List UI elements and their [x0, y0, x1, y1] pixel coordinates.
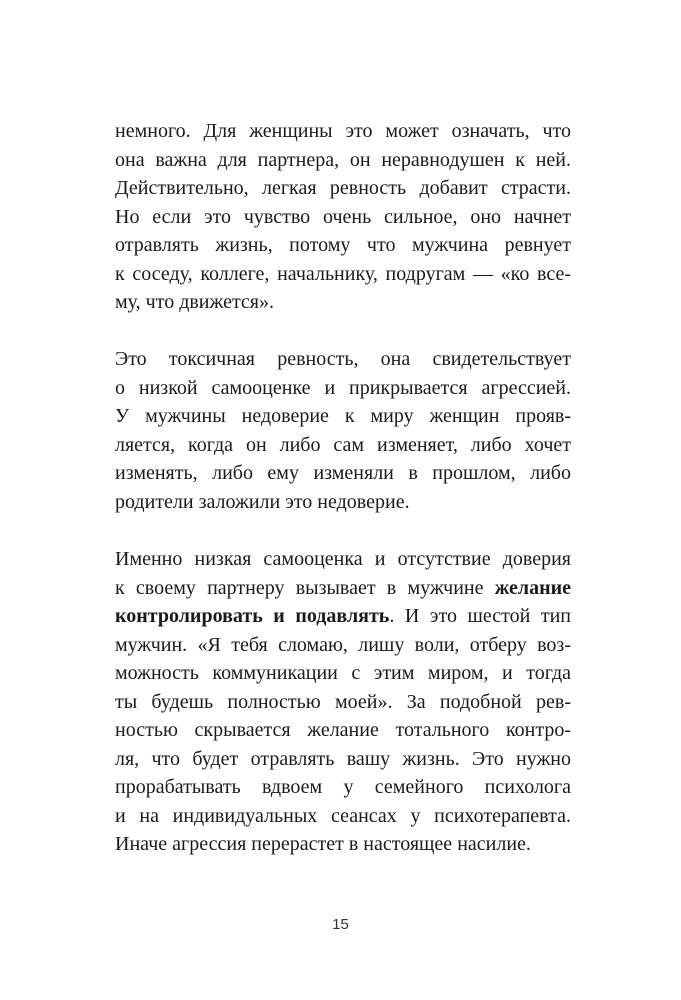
text-line: ты будешь полностью моей». За подобной рев-: [115, 690, 571, 713]
text-line: изменять, либо ему изменяли в прошлом, либо: [115, 462, 571, 484]
text-line: Но если это чувство очень сильное, оно начнет: [115, 205, 571, 228]
text-line: прорабатывать вдвоем у семейного психолога: [115, 776, 571, 798]
text-line: можность коммуникации с этим миром, и тогда: [115, 662, 571, 684]
paragraph-control-desire: [115, 545, 571, 859]
paragraph-jealousy-intro: [115, 117, 571, 317]
page-number: 15: [332, 916, 349, 933]
bold-emphasis: желание: [494, 576, 571, 599]
text-segment: . И это шестой тип: [389, 605, 571, 627]
text-line: родители заложили это недоверие.: [115, 490, 410, 513]
text-line: [115, 602, 571, 631]
text-line: ляется, когда он либо сам изменяет, либо хочет: [115, 433, 571, 456]
text-line: му, что движется».: [115, 291, 275, 313]
text-line: к соседу, коллеге, начальнику, подругам — «ко все-: [115, 262, 571, 285]
text-line: Иначе агрессия перерастет в настоящее насилие.: [115, 833, 531, 855]
text-line: о низкой самооценке и прикрывается агрессией.: [115, 376, 571, 399]
text-line: У мужчины недоверие к миру женщин прояв-: [115, 405, 571, 427]
bold-emphasis: контролировать и подавлять: [115, 605, 390, 627]
paragraph-toxic-jealousy: [115, 345, 571, 516]
text-line: Действительно, легкая ревность добавит страсти.: [115, 177, 571, 199]
text-line: Именно низкая самооценка и отсутствие доверия: [115, 548, 571, 570]
text-line: она важна для партнера, он неравнодушен к ней.: [115, 148, 571, 171]
text-line: мужчин. «Я тебя сломаю, лишу воли, отберу воз-: [115, 633, 571, 656]
text-line: отравлять жизнь, потому что мужчина ревнует: [115, 234, 571, 256]
text-line: и на индивидуальных сеансах у психотерапевта.: [115, 804, 571, 827]
text-line: ля, что будет отравлять вашу жизнь. Это нужно: [115, 747, 571, 770]
text-line: ностью скрывается желание тотального контро-: [115, 719, 571, 741]
text-line: Это токсичная ревность, она свидетельствует: [115, 348, 571, 370]
text-segment: к своему партнеру вызывает в мужчине: [115, 576, 495, 599]
text-line: [115, 574, 571, 603]
text-line: немного. Для женщины это может означать, что: [115, 120, 571, 142]
